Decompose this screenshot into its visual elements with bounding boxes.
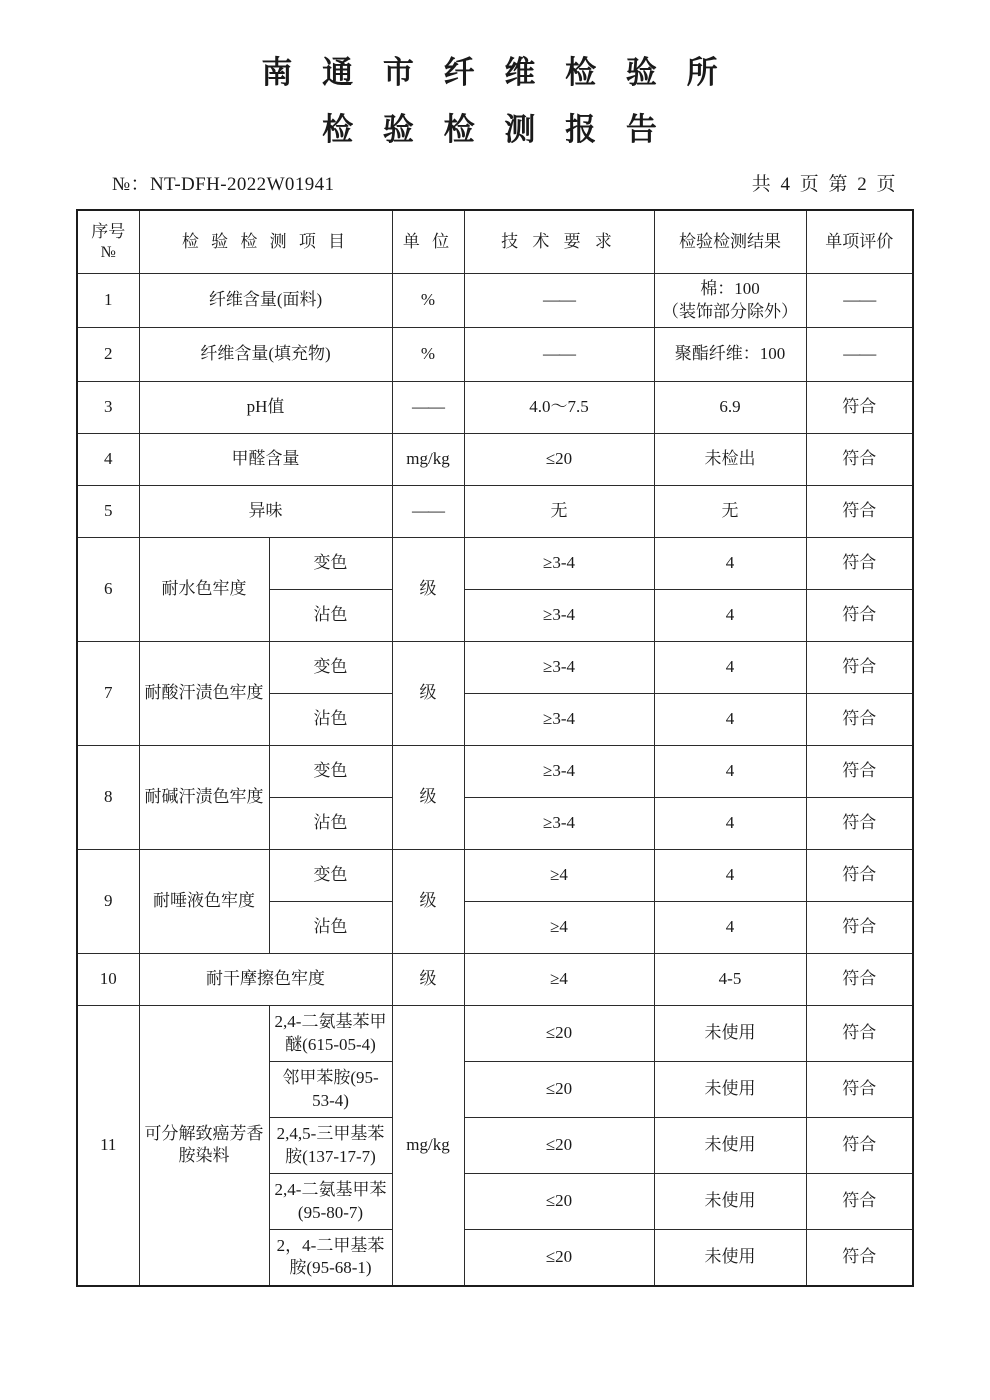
cell-requirement: —— <box>464 328 654 382</box>
inspection-results-table <box>76 209 914 1287</box>
cell-result: 未使用 <box>654 1006 806 1062</box>
cell-result: 4 <box>654 746 806 798</box>
cell-requirement: ≥3-4 <box>464 694 654 746</box>
cell-evaluation: —— <box>806 328 913 382</box>
page-indicator: 共 4 页 第 2 页 <box>751 174 898 195</box>
cell-requirement: ≤20 <box>464 1006 654 1062</box>
cell-requirement: ≤20 <box>464 1062 654 1118</box>
table-row <box>77 954 913 1006</box>
cell-result: 未使用 <box>654 1062 806 1118</box>
cell-evaluation: 符合 <box>806 486 913 538</box>
table-row <box>77 486 913 538</box>
cell-unit: mg/kg <box>392 434 464 486</box>
table-row <box>77 538 913 590</box>
cell-item: 纤维含量(填充物) <box>139 328 392 382</box>
cell-unit: 级 <box>392 538 464 642</box>
cell-no: 6 <box>77 538 139 642</box>
cell-evaluation: 符合 <box>806 590 913 642</box>
institute-title: 南 通 市 纤 维 检 验 所 <box>261 55 729 90</box>
cell-item: 纤维含量(面料) <box>139 274 392 328</box>
cell-requirement: ≥3-4 <box>464 642 654 694</box>
cell-result: 4-5 <box>654 954 806 1006</box>
cell-evaluation: 符合 <box>806 1006 913 1062</box>
cell-requirement: ≥3-4 <box>464 538 654 590</box>
cell-item: 耐水色牢度 <box>139 538 269 642</box>
report-number <box>112 169 334 196</box>
cell-evaluation: 符合 <box>806 694 913 746</box>
cell-evaluation: 符合 <box>806 1118 913 1174</box>
cell-unit: mg/kg <box>392 1006 464 1286</box>
cell-item: 耐干摩擦色牢度 <box>139 954 392 1006</box>
cell-subitem: 变色 <box>269 642 392 694</box>
cell-result: 聚酯纤维：100 <box>654 328 806 382</box>
cell-subitem: 2，4-二甲基苯胺(95-68-1) <box>269 1230 392 1286</box>
cell-no: 5 <box>77 486 139 538</box>
cell-result: 未检出 <box>654 434 806 486</box>
cell-result: 6.9 <box>654 382 806 434</box>
cell-item: 耐碱汗渍色牢度 <box>139 746 269 850</box>
cell-evaluation: 符合 <box>806 746 913 798</box>
cell-result: 4 <box>654 902 806 954</box>
cell-no: 9 <box>77 850 139 954</box>
table-row <box>77 1006 913 1062</box>
cell-evaluation: 符合 <box>806 902 913 954</box>
cell-subitem: 2,4-二氨基甲苯(95-80-7) <box>269 1174 392 1230</box>
cell-no: 11 <box>77 1006 139 1286</box>
column-header-item: 检 验 检 测 项 目 <box>139 210 392 274</box>
cell-evaluation: 符合 <box>806 642 913 694</box>
cell-item: 耐酸汗渍色牢度 <box>139 642 269 746</box>
cell-result: 4 <box>654 590 806 642</box>
table-row <box>77 274 913 328</box>
table-row <box>77 746 913 798</box>
cell-evaluation: 符合 <box>806 1174 913 1230</box>
cell-result: 4 <box>654 642 806 694</box>
cell-subitem: 沾色 <box>269 902 392 954</box>
report-title: 检 验 检 测 报 告 <box>322 112 668 147</box>
cell-result <box>654 274 806 328</box>
cell-unit: —— <box>392 382 464 434</box>
cell-requirement: —— <box>464 274 654 328</box>
cell-subitem: 沾色 <box>269 590 392 642</box>
cell-subitem: 2,4,5-三甲基苯胺(137-17-7) <box>269 1118 392 1174</box>
cell-requirement: ≤20 <box>464 1174 654 1230</box>
cell-no: 2 <box>77 328 139 382</box>
cell-evaluation: 符合 <box>806 850 913 902</box>
cell-no: 10 <box>77 954 139 1006</box>
column-header-no <box>77 210 139 274</box>
column-header-result: 检验检测结果 <box>654 210 806 274</box>
cell-requirement: ≥3-4 <box>464 590 654 642</box>
cell-evaluation: 符合 <box>806 1230 913 1286</box>
cell-requirement: ≥3-4 <box>464 746 654 798</box>
report-meta <box>0 169 990 195</box>
cell-result: 4 <box>654 798 806 850</box>
cell-evaluation: 符合 <box>806 798 913 850</box>
cell-result: 未使用 <box>654 1118 806 1174</box>
cell-requirement: ≥4 <box>464 850 654 902</box>
cell-no: 3 <box>77 382 139 434</box>
cell-subitem: 变色 <box>269 538 392 590</box>
cell-evaluation: —— <box>806 274 913 328</box>
cell-no: 4 <box>77 434 139 486</box>
cell-result: 未使用 <box>654 1174 806 1230</box>
table-row <box>77 434 913 486</box>
cell-subitem: 变色 <box>269 746 392 798</box>
cell-requirement: 4.0～7.5 <box>464 382 654 434</box>
cell-requirement: 无 <box>464 486 654 538</box>
cell-item: 可分解致癌芳香胺染料 <box>139 1006 269 1286</box>
cell-requirement: ≥3-4 <box>464 798 654 850</box>
cell-item: 耐唾液色牢度 <box>139 850 269 954</box>
cell-requirement: ≤20 <box>464 1118 654 1174</box>
cell-unit: % <box>392 274 464 328</box>
report-number-label: №： <box>112 174 150 195</box>
cell-evaluation: 符合 <box>806 1062 913 1118</box>
cell-subitem: 邻甲苯胺(95-53-4) <box>269 1062 392 1118</box>
cell-unit: 级 <box>392 850 464 954</box>
cell-evaluation: 符合 <box>806 382 913 434</box>
cell-subitem: 变色 <box>269 850 392 902</box>
cell-unit: % <box>392 328 464 382</box>
cell-result: 4 <box>654 694 806 746</box>
cell-requirement: ≥4 <box>464 954 654 1006</box>
cell-item: 甲醛含量 <box>139 434 392 486</box>
table-row <box>77 382 913 434</box>
cell-result-line2: （装饰部分除外） <box>662 301 798 321</box>
cell-subitem: 沾色 <box>269 798 392 850</box>
report-number-value: NT-DFH-2022W01941 <box>149 174 335 195</box>
cell-evaluation: 符合 <box>806 954 913 1006</box>
cell-unit: 级 <box>392 642 464 746</box>
table-row <box>77 642 913 694</box>
column-header-evaluation: 单项评价 <box>806 210 913 274</box>
table-header-row <box>77 210 913 274</box>
column-header-no-cn: 序号 <box>91 221 126 241</box>
table-row <box>77 850 913 902</box>
cell-requirement: ≤20 <box>464 434 654 486</box>
column-header-unit: 单 位 <box>392 210 464 274</box>
cell-item: pH值 <box>139 382 392 434</box>
cell-subitem: 2,4-二氨基苯甲醚(615-05-4) <box>269 1006 392 1062</box>
cell-result: 4 <box>654 538 806 590</box>
column-header-no-sym: № <box>100 244 116 262</box>
cell-evaluation: 符合 <box>806 434 913 486</box>
cell-evaluation: 符合 <box>806 538 913 590</box>
cell-item: 异味 <box>139 486 392 538</box>
cell-unit: 级 <box>392 746 464 850</box>
cell-unit: 级 <box>392 954 464 1006</box>
cell-subitem: 沾色 <box>269 694 392 746</box>
table-row <box>77 328 913 382</box>
column-header-requirement: 技 术 要 求 <box>464 210 654 274</box>
results-table-wrap <box>76 209 914 1287</box>
cell-result: 无 <box>654 486 806 538</box>
cell-result: 未使用 <box>654 1230 806 1286</box>
cell-requirement: ≤20 <box>464 1230 654 1286</box>
cell-unit: —— <box>392 486 464 538</box>
cell-result: 4 <box>654 850 806 902</box>
cell-result-line1: 棉：100 <box>700 279 760 299</box>
cell-requirement: ≥4 <box>464 902 654 954</box>
cell-no: 8 <box>77 746 139 850</box>
cell-no: 7 <box>77 642 139 746</box>
cell-no: 1 <box>77 274 139 328</box>
